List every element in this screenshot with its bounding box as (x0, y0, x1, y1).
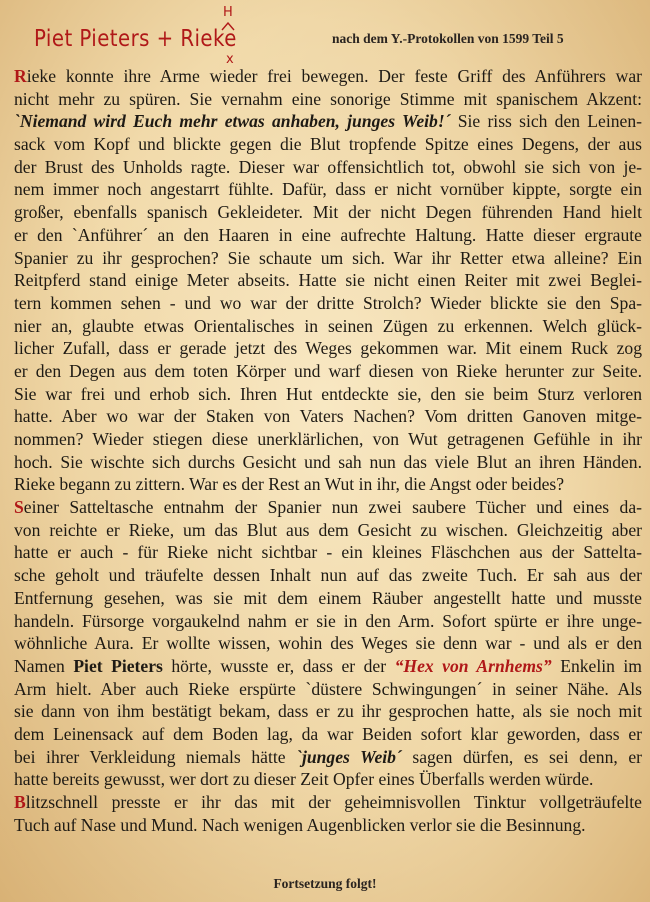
text-line: licher Zufall, dass er gerade jetzt des Weges gekommen war. Mit einem Ruck zog (14, 338, 642, 359)
text-line (14, 65, 642, 88)
text-line: handeln. Fürsorge vorgaukelnd nahm er sie in den Arm. Sofort spürte er ihre unge- (14, 610, 642, 631)
title-correction-letter: H (223, 5, 233, 20)
text-line (14, 496, 642, 519)
text-line: Spanier zu ihr gesprochen? Sie schaute um sich. War ihr Retter etwa alleine? Ein (14, 247, 642, 268)
text-span: Namen (14, 655, 74, 676)
page-header (0, 0, 650, 67)
paragraph-3 (14, 791, 642, 836)
text-line: Sie war frei und erhob sich. Ihren Hut entdeckte sie, den sie beim Sturz verloren (14, 383, 642, 404)
text-line: hatte. Aber wo war der Staken von Vaters Nachen? Vom dritten Ganoven mitge- (14, 406, 642, 427)
text-line: er den Degen aus dem toten Körper und warf diesen von Rieke herunter zur Seite. (14, 360, 642, 381)
text-span: Sie riss sich den Leinen- (450, 111, 642, 132)
text-span: bei ihrer Verkleidung niemals hätte (14, 746, 297, 767)
text-line: Tuch auf Nase und Mund. Nach wenigen Augenblicken verlor sie die Besinnung. (14, 814, 586, 835)
story-body (14, 65, 642, 836)
text-line (14, 791, 642, 814)
text-line: wöhnliche Aura. Er wollte wissen, wohin des Weges sie denn war - und als er den (14, 633, 642, 654)
drop-cap: S (14, 497, 24, 518)
text-line (14, 110, 642, 133)
correction-caret-icon (221, 22, 235, 31)
text-line: nicht mehr zu spüren. Sie vernahm eine sonorige Stimme mit spanischem Akzent: (14, 88, 642, 109)
quoted-speech: `junges Weib´ (296, 746, 402, 767)
character-name: Piet Pieters (73, 655, 163, 676)
text-line: hatte bereits gewusst, wer dort zu dieser Zeit Opfer eines Überfalls werden würde. (14, 769, 594, 790)
text-line (14, 655, 642, 678)
text-line: hoch. Sie wischte sich durchs Gesicht und sah nun das viele Blut an ihren Händen. (14, 451, 642, 472)
paragraph-1 (14, 65, 642, 496)
text-span: Enkelin im (551, 655, 642, 676)
text-line: der Brust des Unholds ragte. Dieser war offensichtlich tot, obwohl sie sich von je- (14, 156, 642, 177)
story-title: Piet Pieters + Rieke (34, 26, 237, 52)
text-span: einer Satteltasche entnahm der Spanier nun zwei saubere Tücher und eines da- (23, 497, 642, 518)
text-span: ieke konnte ihre Arme wieder frei bewegen. Der feste Griff des Anführers war (26, 66, 642, 86)
title-strikeout-mark: x (226, 52, 234, 67)
text-line: von reichte er Rieke, um das Blut aus dem Gesicht zu wischen. Gleichzeitig aber (14, 519, 642, 540)
text-line: sack vom Kopf und blickte gegen die Blut tropfende Spitze eines Degens, der aus (14, 134, 642, 155)
text-line: er den `Anführer´ an den Haaren in eine aufrechte Haltung. Hatte dieser ergraute (14, 224, 642, 245)
drop-cap: R (14, 66, 27, 86)
text-line: dem Leinensack auf dem Boden lag, da war Beiden sofort klar geworden, dass er (14, 723, 642, 744)
text-line: nem immer noch angestarrt fühlte. Dafür, dass er nicht vornüber kippte, sorgte ein (14, 179, 642, 200)
text-span: hörte, wusste er, dass er der (162, 655, 395, 676)
text-line: hatte er auch - für Rieke nicht sichtbar - ein kleines Fläschchen aus der Sattelta- (14, 542, 642, 563)
text-line: Reitpferd stand einige Meter abseits. Hatte sie nicht einen Reiter mit zwei Beglei- (14, 270, 642, 291)
story-subtitle: nach dem Y.-Protokollen von 1599 Teil 5 (332, 31, 564, 46)
text-line: sche geholt und träufelte dessen Inhalt nun auf das zweite Tuch. Er sah aus der (14, 565, 642, 586)
text-line: nier an, glaubte etwas Orientalisches in seinen Zügen zu erkennen. Welch glück- (14, 315, 642, 336)
text-line: tern kommen sehen - und wo war der dritte Strolch? Wieder blickte sie den Spa- (14, 292, 642, 313)
text-span: sagen dürfen, es sei denn, er (401, 746, 642, 767)
text-line: sie dann von ihm bestätigt bekam, dass er zu ihr gesprochen hatte, als sie noch mit (14, 701, 642, 722)
paragraph-2 (14, 496, 642, 791)
drop-cap: B (14, 792, 26, 812)
text-line: Arm hielt. Aber auch Rieke erspürte `düstere Schwingungen´ in seiner Nähe. Als (14, 678, 642, 699)
text-line: nommen? Wieder stiegen diese unerklärlichen, von Wut getragenen Gefühle in ihr (14, 429, 642, 449)
quoted-speech: `Niemand wird Euch mehr etwas anhaben, junges Weib!´ (14, 111, 451, 132)
text-line: Entfernung gesehen, was sie mit dem einem Räuber angestellt hatte und musste (14, 587, 642, 608)
continuation-note: Fortsetzung folgt! (273, 876, 377, 891)
text-line: Rieke begann zu zittern. War es der Rest an Wut in ihr, die Angst oder beides? (14, 474, 565, 495)
text-line (14, 746, 642, 769)
highlighted-name: “Hex von Arnhems” (394, 655, 552, 676)
text-span: litzschnell presste er ihr das mit der geheimnisvollen Tinktur vollgeträufelte (25, 792, 642, 812)
text-line: großer, ebenfalls spanisch Gekleideter. Mit der nicht Degen führenden Hand hielt (14, 202, 642, 223)
